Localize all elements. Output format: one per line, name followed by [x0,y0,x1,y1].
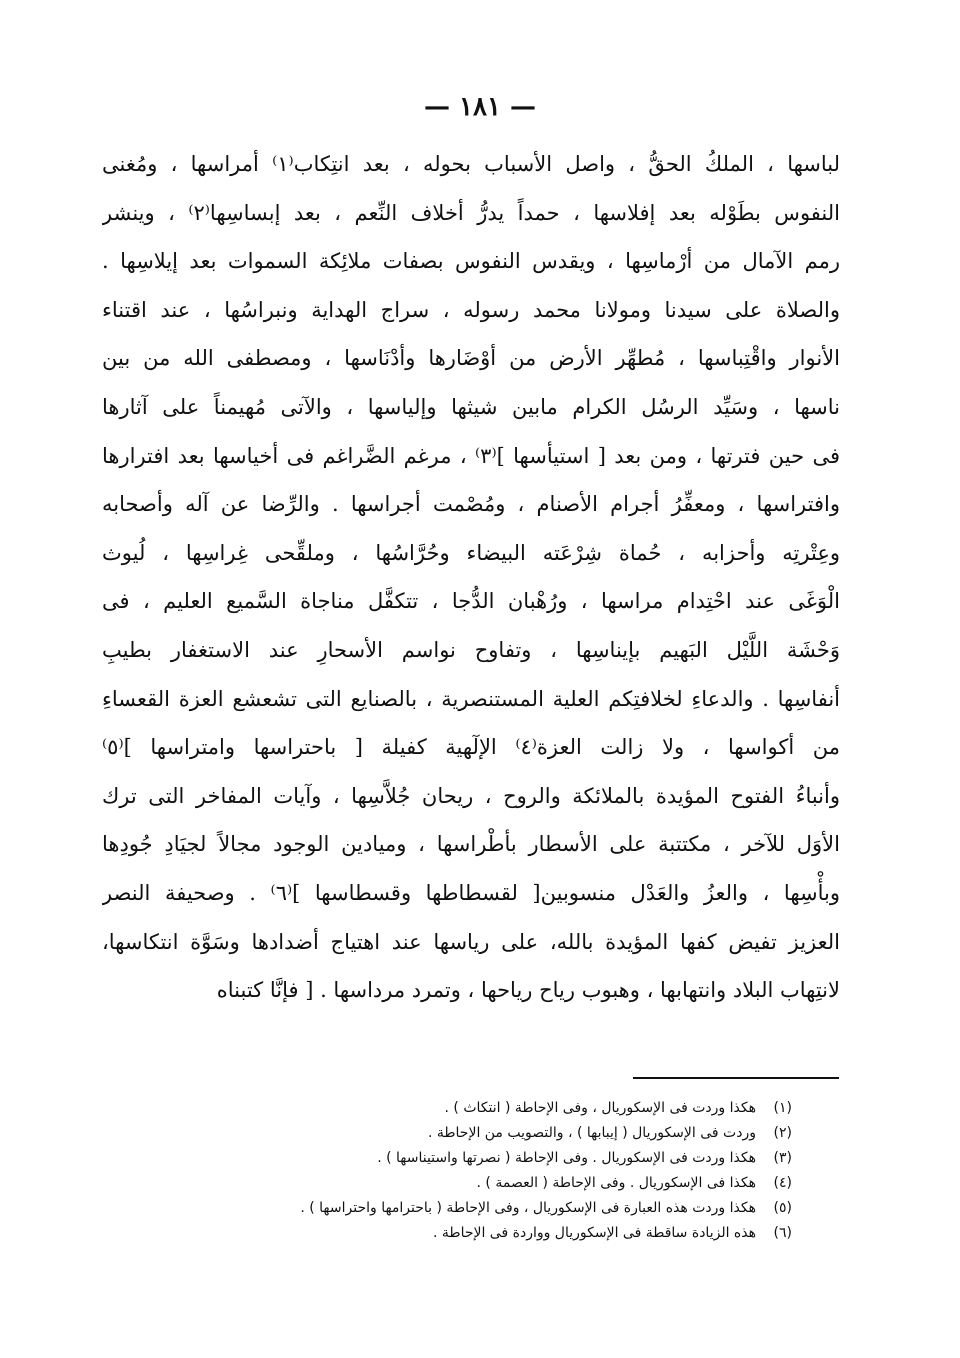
footnote [150,1121,792,1146]
page-number: — ١٨١ — [423,92,537,122]
footnote-text: هكذا وردت هذه العبارة فى الإسكوريال ، وفى الإحاطة ( باحترامها واحتراسها ) . [300,1200,756,1216]
body-line: رمم الآمال من أرْماسِها ، ويقدس النفوس بصفات ملائِكة السموات بعد إيلاسِها . [102,249,840,274]
body-line: والصلاة على سيدنا ومولانا محمد رسوله ، سراج الهداية ونبراسُها ، عند اقتناء [102,297,840,322]
body-text [102,140,840,1015]
body-line: ناسها ، وسَيِّد الرسُل الكرام مابين شيثها وإلياسها ، والآتى مُهيمناً على آثارها [102,394,840,419]
body-line: لباسها ، الملكُ الحقُّ ، واصل الأسباب بحوله ، بعد انتِكاب⁽١⁾ أمراسها ، ومُغنى [102,152,840,176]
footnote-number: (٥) [773,1200,792,1216]
footnote-number: (٦) [773,1225,792,1241]
body-line: وبأْسِها ، والعزُ والعَدْل منسوبين[ لقسطاطها وقسطاسها ]⁽٦⁾ . وصحيفة النصر [102,880,840,905]
body-line: وأنباءُ الفتوح المؤيدة بالملائكة والروح ، ريحان جُلاَّسِها ، وآيات المفاخر التى ترك [102,783,840,808]
footnote-number: (١) [773,1100,792,1116]
body-line: وافتراسها ، ومعفِّرُ أجرام الأصنام ، ومُصْمت أجراسها . والرِّضا عن آله وأصحابه [102,492,840,517]
footnote-number: (٤) [773,1175,792,1191]
body-line: فى حين فترتها ، ومن بعد [ استيأسها ]⁽٣⁾ ، مرغم الضَّراغم فى أخياسها بعد افترارها [102,443,840,468]
body-line: وعِتْرتِه وأحزابه ، حُماة شِرْعَته البيضاء وحُرَّاسُها ، وملقِّحى غِراسِها ، لُيوث [102,540,840,565]
footnote-text: هذه الزيادة ساقطة فى الإسكوريال وواردة فى الإحاطة . [433,1225,756,1241]
body-line: أنفاسِها . والدعاءِ لخلافتِكم العلية المستنصرية ، بالصنايع التى تشعشع العزة القعساءِ [102,686,840,711]
footnote-number: (٣) [773,1150,792,1166]
footnote-text: وردت فى الإسكوريال ( إيبابها ) ، والتصويب من الإحاطة . [427,1125,756,1141]
body-line: الأوَل للآخر ، مكتتبة على الأسطار بأطْراسها ، وميادين الوجود مجالاً لجيَادِ جُودِها [102,832,840,857]
body-line: لانتِهاب البلاد وانتهابها ، وهبوب رياح رياحها ، وتمرد مرداسها . [ فإنَّا كتبناه [216,978,840,1003]
body-line: من أكواسها ، ولا زالت العزة⁽٤⁾ الإلٓهية كفيلة [ باحتراسها وامتراسها ]⁽٥⁾ [102,735,840,760]
body-line: وَحْشَة اللَّيْل البَهيم بإيناسِها ، وتفاوح نواسم الأسحارِ عند الاستغفار بطيبِ [102,637,840,662]
footnote-text: هكذا فى الإسكوريال . وفى الإحاطة ( العصمة ) . [476,1175,756,1191]
footnote-number: (٢) [773,1125,792,1141]
footnote [150,1171,792,1196]
footnote-text: هكذا وردت فى الإسكوريال . وفى الإحاطة ( نصرتها واستيناسها ) . [377,1150,756,1166]
footnote [150,1196,792,1221]
body-line: العزيز تفيض كفها المؤيدة بالله، على رياسها عند اهتياج أضدادها وسَوَّة انتكاسها، [102,929,840,954]
footnote-divider [633,1077,839,1079]
footnote [150,1221,792,1246]
body-line: الْوَغَى عند احْتِدام مراسها ، ورُهْبان الدُّجا ، تتكفَّل مناجاة السَّميع العليم ، فى [102,589,840,614]
footnote [150,1146,792,1171]
body-line: الأنوار واقْتِباسها ، مُطهِّر الأرض من أوْضَارها وأدْنَاسها ، ومصطفى الله من بين [102,346,840,371]
body-line: النفوس بطَوْله بعد إفلاسها ، حمداً يدرُّ أخلاف النِّعم ، بعد إبساسِها⁽٢⁾ ، وينشر [102,200,840,225]
footnote [150,1096,792,1121]
footnote-text: هكذا وردت فى الإسكوريال ، وفى الإحاطة ( انتكاث ) . [444,1100,756,1116]
footnotes [150,1096,792,1246]
